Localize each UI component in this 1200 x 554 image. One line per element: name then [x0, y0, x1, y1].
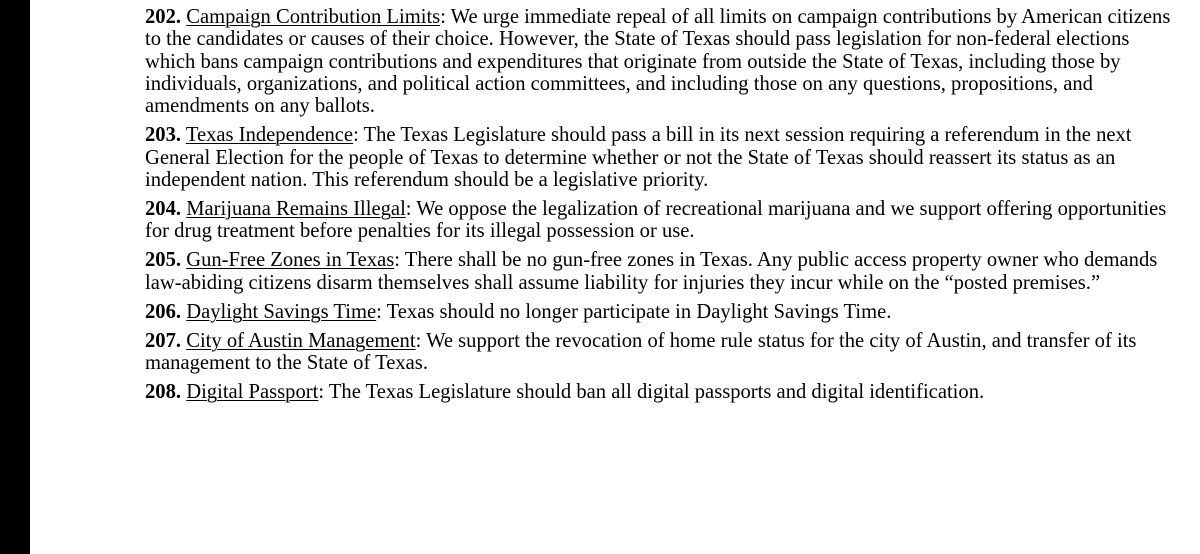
plank-item-207 [145, 330, 1180, 375]
plank-number: 208. [145, 381, 182, 404]
plank-body: : There shall be no gun-free zones in Texas. Any public access property owner who demands law-abiding citizens disarm themselves shall assume liability for injuries they incur while on the “posted premises.” [145, 249, 1158, 294]
plank-number: 202. [145, 6, 182, 28]
plank-item-208 [145, 381, 1180, 403]
plank-item-205 [145, 249, 1180, 294]
plank-list [145, 6, 1180, 410]
document-page [30, 0, 1200, 554]
plank-item-202 [145, 6, 1180, 117]
plank-number: 203. [145, 124, 182, 147]
plank-title: Digital Passport [186, 381, 319, 404]
plank-item-203 [145, 124, 1180, 191]
plank-body: : Texas should no longer participate in Daylight Savings Time. [376, 300, 892, 323]
plank-title: Marijuana Remains Illegal [186, 197, 406, 220]
plank-title: Texas Independence [185, 124, 354, 147]
plank-title: City of Austin Management [186, 329, 416, 352]
plank-item-204 [145, 198, 1180, 243]
plank-body: : The Texas Legislature should ban all digital passports and digital identification. [318, 381, 985, 404]
left-dark-strip [0, 0, 30, 554]
plank-title: Campaign Contribution Limits [186, 6, 441, 28]
plank-body: : We oppose the legalization of recreational marijuana and we support offering opportunities for drug treatment before penalties for its illegal possession or use. [145, 197, 1167, 243]
plank-number: 206. [145, 300, 182, 323]
plank-number: 204. [145, 197, 182, 220]
plank-body: : We urge immediate repeal of all limits on campaign contributions by American citizens to the candidates or causes of their choice. However, the State of Texas should pass legislation for non-federal elections which bans campaign contributions and expenditures that originate from outside the State of Texas, including those by individuals, organizations, and political action committees, and including those on any questions, propositions, and amendments on any ballots. [145, 6, 1171, 118]
plank-title: Daylight Savings Time [186, 300, 377, 323]
plank-body: : The Texas Legislature should pass a bill in its next session requiring a referendum in the next General Election for the people of Texas to determine whether or not the State of Texas should reassert its status as an independent nation. This referendum should be a legislative priority. [145, 124, 1132, 191]
plank-title: Gun-Free Zones in Texas [186, 249, 395, 272]
plank-number: 207. [145, 329, 182, 352]
plank-body: : We support the revocation of home rule status for the city of Austin, and transfer of its management to the State of Texas. [145, 329, 1137, 375]
plank-number: 205. [145, 249, 182, 272]
plank-item-206 [145, 301, 1180, 323]
